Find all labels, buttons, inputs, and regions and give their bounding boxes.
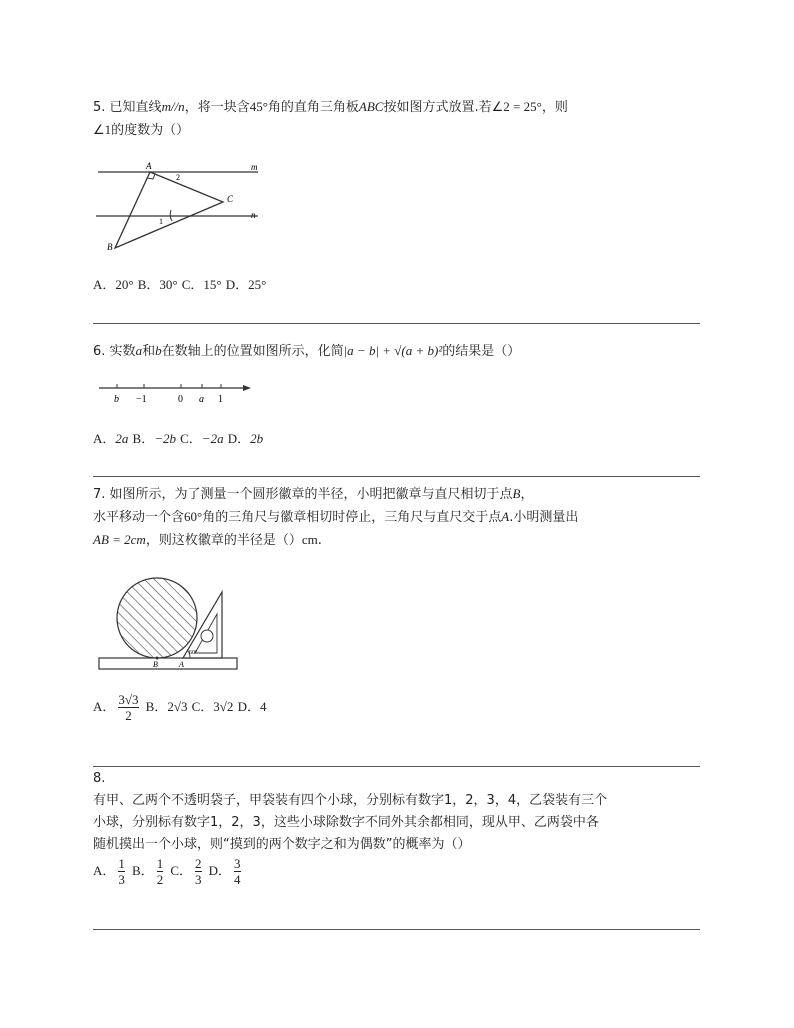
option-value: 3√2 <box>213 699 234 714</box>
q8-option-b[interactable] <box>132 856 166 887</box>
option-value: 20° <box>115 277 134 292</box>
q8-option-a[interactable] <box>93 856 128 887</box>
q7-math-60: 60° <box>184 509 203 524</box>
fig-label-2: 2 <box>176 173 180 182</box>
q6-option-a[interactable] <box>93 432 128 447</box>
axis-label-neg1: −1 <box>136 394 147 405</box>
axis-label-a: a <box>199 394 204 405</box>
option-label: D． <box>225 277 249 292</box>
option-value: −2b <box>154 431 176 446</box>
q8-option-d[interactable] <box>208 856 244 887</box>
axis-arrow-icon <box>243 385 251 391</box>
q5-text: ，将一块含 <box>184 100 250 115</box>
q7-math-b: B <box>512 486 521 501</box>
q5-math-abc: ABC <box>358 99 384 114</box>
q6-math-a: a <box>135 343 143 358</box>
option-label: D． <box>237 699 260 714</box>
q6-option-b[interactable] <box>133 432 176 447</box>
q7-options <box>93 692 266 723</box>
numerator: 1 <box>156 856 164 871</box>
axis-label-0: 0 <box>178 394 183 405</box>
option-label: C． <box>191 699 214 714</box>
fig-label-m: m <box>251 162 258 172</box>
denominator: 2 <box>125 708 132 723</box>
option-label: B． <box>145 699 168 714</box>
q6-stem <box>93 340 703 363</box>
q8-text: 有甲、乙两个不透明袋子，甲袋装有四个小球，分别标有数字1，2，3，4，乙袋装有三个 <box>93 793 608 808</box>
fig-label-b: B <box>153 660 158 669</box>
option-value: 15° <box>203 277 222 292</box>
q7-text: ，则这枚徽章的半径是（） <box>145 533 302 548</box>
divider <box>93 323 700 324</box>
q5-text: 按如图方式放置.若 <box>383 100 492 115</box>
q8-stem <box>93 768 707 856</box>
q7-option-d[interactable] <box>238 700 267 715</box>
q6-option-c[interactable] <box>180 432 223 447</box>
q5-figure <box>93 158 273 254</box>
fig-label-60: 60° <box>189 650 198 656</box>
option-value: 4 <box>259 699 267 714</box>
option-value: 2√3 <box>167 699 188 714</box>
option-label: B． <box>132 863 154 878</box>
denominator: 3 <box>195 872 202 887</box>
option-label: C． <box>180 431 202 446</box>
option-label: A． <box>93 431 116 446</box>
ruler <box>99 658 237 669</box>
badge-circle <box>117 578 197 658</box>
q5-text: 角的直角三角板 <box>267 100 359 115</box>
q7-text: . <box>317 533 322 548</box>
option-label: C． <box>170 863 193 878</box>
q7-stem <box>93 483 703 552</box>
q6-text: 实数 <box>109 344 136 359</box>
numerator: 2 <box>195 856 202 871</box>
option-label: B． <box>137 277 160 292</box>
q8-options <box>93 856 244 887</box>
numerator: 3√3 <box>118 692 139 707</box>
q7-unit: cm <box>301 532 318 547</box>
denominator: 4 <box>234 872 241 887</box>
q5-math-angle2: ∠2 = 25° <box>491 99 542 114</box>
q7-option-c[interactable] <box>192 700 234 715</box>
q6-text: 在数轴上的位置如图所示，化简 <box>161 344 344 359</box>
numerator: 3 <box>234 856 241 871</box>
q8-number: 8. <box>93 771 106 786</box>
fig-label-a: A <box>146 161 152 171</box>
option-value: 25° <box>248 277 267 292</box>
q5-text: 已知直线 <box>109 100 162 115</box>
fig-label-n: n <box>251 210 256 220</box>
q7-math-ab: AB = 2cm <box>93 532 146 547</box>
fig-label-c: C <box>227 194 234 204</box>
q8-option-c[interactable] <box>170 856 204 887</box>
q5-number: 5. <box>93 100 106 115</box>
option-label: C． <box>181 277 204 292</box>
option-label: B． <box>132 431 155 446</box>
fraction <box>118 856 125 887</box>
option-label: D． <box>208 863 232 878</box>
q6-math-b: b <box>155 343 162 358</box>
q5-text: 的度数为（） <box>111 123 190 138</box>
q5-option-c[interactable] <box>182 278 222 293</box>
q8-text: 随机摸出一个小球，则“摸到的两个数字之和为偶数”的概率为（） <box>93 837 471 852</box>
divider <box>93 766 700 767</box>
fraction <box>157 856 164 887</box>
option-label: A． <box>93 277 116 292</box>
q6-number-line <box>93 380 263 410</box>
q5-option-a[interactable] <box>93 278 134 293</box>
option-label: A． <box>93 863 116 878</box>
q7-option-b[interactable] <box>146 700 188 715</box>
option-value: 2b <box>250 431 264 446</box>
option-value: 30° <box>159 277 178 292</box>
fraction <box>118 692 138 723</box>
option-value: −2a <box>201 431 224 446</box>
q5-math-mn: m//n <box>161 99 185 114</box>
option-label: A． <box>93 699 116 714</box>
q7-math-a: A <box>501 509 510 524</box>
axis-label-1: 1 <box>218 394 223 405</box>
q6-text: 和 <box>142 344 156 359</box>
numerator: 1 <box>118 856 125 871</box>
q7-text: 7. 如图所示，为了测量一个圆形徽章的半径，小明把徽章与直尺相切于点 <box>93 487 513 502</box>
q6-text: 的结果是（） <box>442 344 521 359</box>
q5-stem <box>93 96 703 142</box>
q5-math-angle1: ∠1 <box>93 122 112 137</box>
denominator: 3 <box>118 872 125 887</box>
q7-text: 水平移动一个含 <box>93 510 185 525</box>
fraction <box>234 856 241 887</box>
q5-math-45: 45° <box>249 99 268 114</box>
q5-option-b[interactable] <box>138 278 178 293</box>
q7-text: .小明测量出 <box>509 510 579 525</box>
q8-text: 小球，分别标有数字1，2，3，这些小球除数字不同外其余都相同，现从甲、乙两袋中各 <box>93 815 599 830</box>
set-square-hole <box>201 630 213 642</box>
q5-option-d[interactable] <box>226 278 267 293</box>
axis-label-b: b <box>114 394 119 405</box>
fig-label-b: B <box>107 242 113 252</box>
q5-options <box>93 274 266 293</box>
q6-options <box>93 428 263 447</box>
q7-option-a[interactable] <box>93 692 142 723</box>
fig-label-a: A <box>179 660 184 669</box>
q7-text: ， <box>520 487 534 502</box>
q6-option-d[interactable] <box>228 432 263 447</box>
divider <box>93 929 700 930</box>
q7-text: 角的三角尺与徽章相切时停止，三角尺与直尺交于点 <box>202 510 502 525</box>
q5-text: ，则 <box>541 100 568 115</box>
divider <box>93 476 700 477</box>
triangle-abc <box>115 172 223 248</box>
q6-math-expr: |a − b| + √(a + b)² <box>343 343 443 358</box>
q7-figure <box>95 570 245 672</box>
q6-number: 6. <box>93 344 106 359</box>
option-value: 2a <box>115 431 129 446</box>
fraction <box>195 856 202 887</box>
denominator: 2 <box>156 872 164 887</box>
fig-label-1: 1 <box>159 217 163 226</box>
option-label: D． <box>227 431 251 446</box>
